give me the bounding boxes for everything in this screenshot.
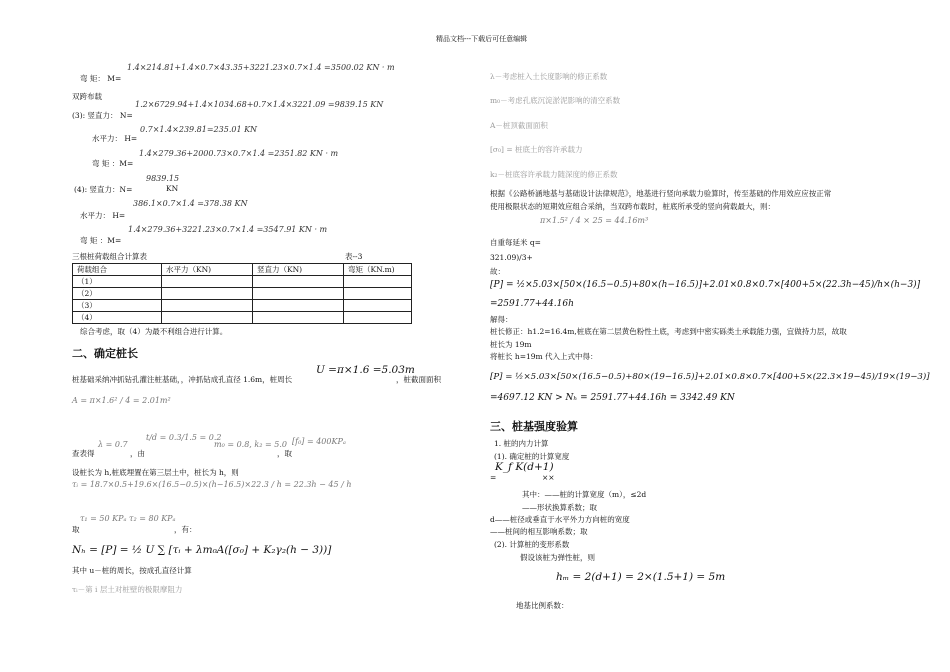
- lambda-equation: λ = 0.7: [98, 440, 128, 449]
- width-equation-prefix: =: [490, 473, 497, 482]
- table-cell: [162, 312, 253, 324]
- bearing-equation-general: [P] = ½×5.03×[50×(16.5−0.5)+80×(h−16.5)]+2.01×0.8×0.7×[400+5×(22.3h−45)/h×(h−3)]: [490, 280, 921, 290]
- coefficient-equation: m₀ = 0.8, k₂ = 5.0: [214, 440, 287, 449]
- table-cell: [253, 276, 344, 288]
- code-paragraph-line-2: 使用极限状态的短期效应组合采纳，当双跨布载时，桩底所承受的竖向荷载最大，则：: [490, 202, 775, 211]
- friction-values-equation: τ₁ = 50 KPₐ τ₂ = 80 KPₐ: [80, 514, 176, 523]
- therefore-label: 故：: [490, 267, 505, 276]
- table-cell: [162, 300, 253, 312]
- definition-sigma: [σ₀] = 桩底土的容许承载力: [490, 145, 583, 154]
- table-cell: [253, 300, 344, 312]
- take-label-2: 取: [72, 525, 80, 534]
- step-internal-force: 1. 桩的内力计算: [494, 439, 549, 448]
- bearing-force-equation: Nₕ = [P] = ½ U ∑ [τᵢ + λm₀A([σ₀] + K₂γ₂(h − 3))]: [72, 544, 332, 556]
- table-header-cell: 水平力（KN): [162, 264, 253, 276]
- horizontal-force-equation-4: 386.1×0.7×1.4 =378.38 KN: [133, 199, 248, 208]
- pile-length-text: 设桩长为 h,桩底埋置在第三层土中，桩长为 h，则: [72, 468, 239, 477]
- table-row: [73, 276, 412, 288]
- have-label: ，有：: [174, 525, 197, 534]
- section-heading-strength-check: 三、桩基强度验算: [490, 420, 578, 433]
- table-cell: （1）: [73, 276, 162, 288]
- solve-label: 解得：: [490, 315, 513, 324]
- table-cell: [253, 288, 344, 300]
- self-weight-equation: π×1.5² / 4 × 25 = 44.16m³: [540, 216, 649, 225]
- table-header-row: [73, 264, 412, 276]
- definition-perimeter: 其中 u－桩的周长，按成孔直径计算: [72, 566, 192, 575]
- table-header-cell: 荷载组合: [73, 264, 162, 276]
- horizontal-force-label-4: 水平力： H=: [80, 211, 126, 220]
- load-combination-table: [72, 263, 412, 324]
- substitution-text: 将桩长 h=19m 代入上式中得：: [490, 352, 598, 361]
- step-calculation-width: (1). 确定桩的计算宽度: [494, 452, 570, 461]
- table-header-cell: 弯矩（KN.m): [344, 264, 412, 276]
- table-number: 表--3: [345, 252, 363, 261]
- table-cell: [344, 288, 412, 300]
- table-title: 三根桩荷载组合计算表: [72, 252, 147, 261]
- conclusion-text: 综合考虑，取（4）为最不利组合进行计算。: [80, 327, 228, 336]
- section-heading-pile-length: 二、确定桩长: [72, 347, 138, 360]
- bearing-equation-general-result: =2591.77+44.16h: [490, 299, 574, 309]
- table-cell: （2）: [73, 288, 162, 300]
- table-row: [73, 288, 412, 300]
- area-equation: A = π×1.6² / 4 = 2.01m²: [72, 396, 171, 405]
- definition-lambda: λ－考虑桩入土长度影响的修正系数: [490, 72, 608, 81]
- vertical-force-unit-4: KN: [166, 184, 179, 193]
- definition-interaction-factor: ——桩间的相互影响系数；取: [490, 527, 588, 536]
- horizontal-force-equation-3: 0.7×1.4×239.81=235.01 KN: [140, 125, 258, 134]
- table-cell: [162, 288, 253, 300]
- vertical-force-label-4: (4): 竖直力：N=: [74, 185, 133, 194]
- width-equation-suffix: ××: [542, 473, 555, 482]
- definition-diameter: d——桩径或垂直于水平外力方向桩的宽度: [490, 515, 630, 524]
- moment-equation-1: 1.4×214.81+1.4×0.7×43.35+3221.23×0.7×1.4 =3500.02 KN · m: [127, 63, 395, 72]
- pile-intro-text-tail: ，桩截面面积: [396, 375, 441, 384]
- table-cell: （4）: [73, 312, 162, 324]
- elastic-pile-assumption: 假设该桩为弹性桩，则: [520, 553, 595, 562]
- by-label: ，由: [130, 449, 145, 458]
- ratio-equation: t/d = 0.3/1.5 = 0.2: [146, 433, 222, 442]
- perimeter-equation: U =π×1.6 =5.03m: [316, 364, 415, 376]
- friction-equation: τᵢ = 18.7×0.5+19.6×(16.5−0.5)×(h−16.5)×22.3 / h = 22.3h − 45 / h: [72, 480, 352, 489]
- code-paragraph-line-1: 根据《公路桥涵地基与基础设计法律规范》，地基进行竖向承载力验算时，传至基础的作用效应应按正常: [490, 189, 832, 198]
- table-row: [73, 312, 412, 324]
- table-cell: [162, 276, 253, 288]
- bearing-capacity-equation: [f₀] = 400KPₐ: [292, 437, 346, 446]
- definition-m0: m₀－考虑孔底沉淀淤泥影响的清空系数: [490, 96, 621, 105]
- table-cell: （3）: [73, 300, 162, 312]
- length-correction-line-2: 桩长为 19m: [490, 340, 532, 349]
- table-cell: [253, 312, 344, 324]
- vertical-force-equation-4: 9839.15: [146, 174, 180, 183]
- length-correction-line-1: 桩长修正：h1.2=16.4m,桩底在第二层黄色粉性土底，考虑到中密实砾类土承载能力强，宜做持力层，故取: [490, 327, 847, 336]
- page-header: 精品文档---下载后可任意编辑: [436, 35, 528, 43]
- vertical-force-equation-3: 1.2×6729.94+1.4×1034.68+0.7×1.4×3221.09 =9839.15 KN: [135, 100, 384, 109]
- depth-equation: hₘ = 2(d+1) = 2×(1.5+1) = 5m: [556, 571, 726, 583]
- definition-friction: τᵢ－第 i 层土对桩壁的极限摩阻力: [72, 585, 183, 594]
- moment-label-1: 弯 矩： M=: [80, 74, 122, 83]
- table-row: [73, 300, 412, 312]
- take-label: ，取: [277, 449, 292, 458]
- continuation-text: 321.09)/3+: [490, 253, 533, 262]
- lookup-label: 查表得: [72, 449, 95, 458]
- double-span-label: 双跨布载: [72, 92, 102, 101]
- bearing-equation-substituted-result: =4697.12 KN > Nₕ = 2591.77+44.16h = 3342.49 KN: [490, 393, 735, 403]
- foundation-ratio-label: 地基比例系数：: [516, 601, 569, 610]
- table-cell: [344, 300, 412, 312]
- definition-k2: k₂－桩底容许承载力随深度的修正系数: [490, 170, 618, 179]
- step-deformation-coefficient: (2). 计算桩的变形系数: [494, 540, 570, 549]
- self-weight-label: 自重每延米 q=: [490, 238, 541, 247]
- pile-intro-text: 桩基础采纳冲抓钻孔灌注桩基础，，冲抓钻成孔直径 1.6m，桩周长: [72, 375, 293, 384]
- definition-calculation-width: 其中：——桩的计算宽度（m），≤2d: [522, 490, 647, 499]
- table-cell: [344, 312, 412, 324]
- vertical-force-label-3: (3): 竖直力： N=: [72, 111, 133, 120]
- moment-equation-4: 1.4×279.36+3221.23×0.7×1.4 =3547.91 KN · m: [128, 225, 328, 234]
- horizontal-force-label-3: 水平力： H=: [92, 134, 138, 143]
- table-header-cell: 竖直力（KN): [253, 264, 344, 276]
- width-equation: K_f K(d+1): [495, 461, 554, 473]
- moment-equation-3: 1.4×279.36+2000.73×0.7×1.4 =2351.82 KN · m: [139, 149, 339, 158]
- moment-label-4: 弯 矩 ：M=: [80, 236, 122, 245]
- bearing-equation-substituted: [P] = ½×5.03×[50×(16.5−0.5)+80×(19−16.5)]+2.01×0.8×0.7×[400+5×(22.3×19−45)/19×(19−3)]: [490, 372, 930, 382]
- definition-area: A－桩顶截面面积: [490, 121, 548, 130]
- table-cell: [344, 276, 412, 288]
- moment-label-3: 弯 矩 ：M=: [92, 159, 134, 168]
- definition-shape-factor: ——形状换算系数；取: [522, 503, 597, 512]
